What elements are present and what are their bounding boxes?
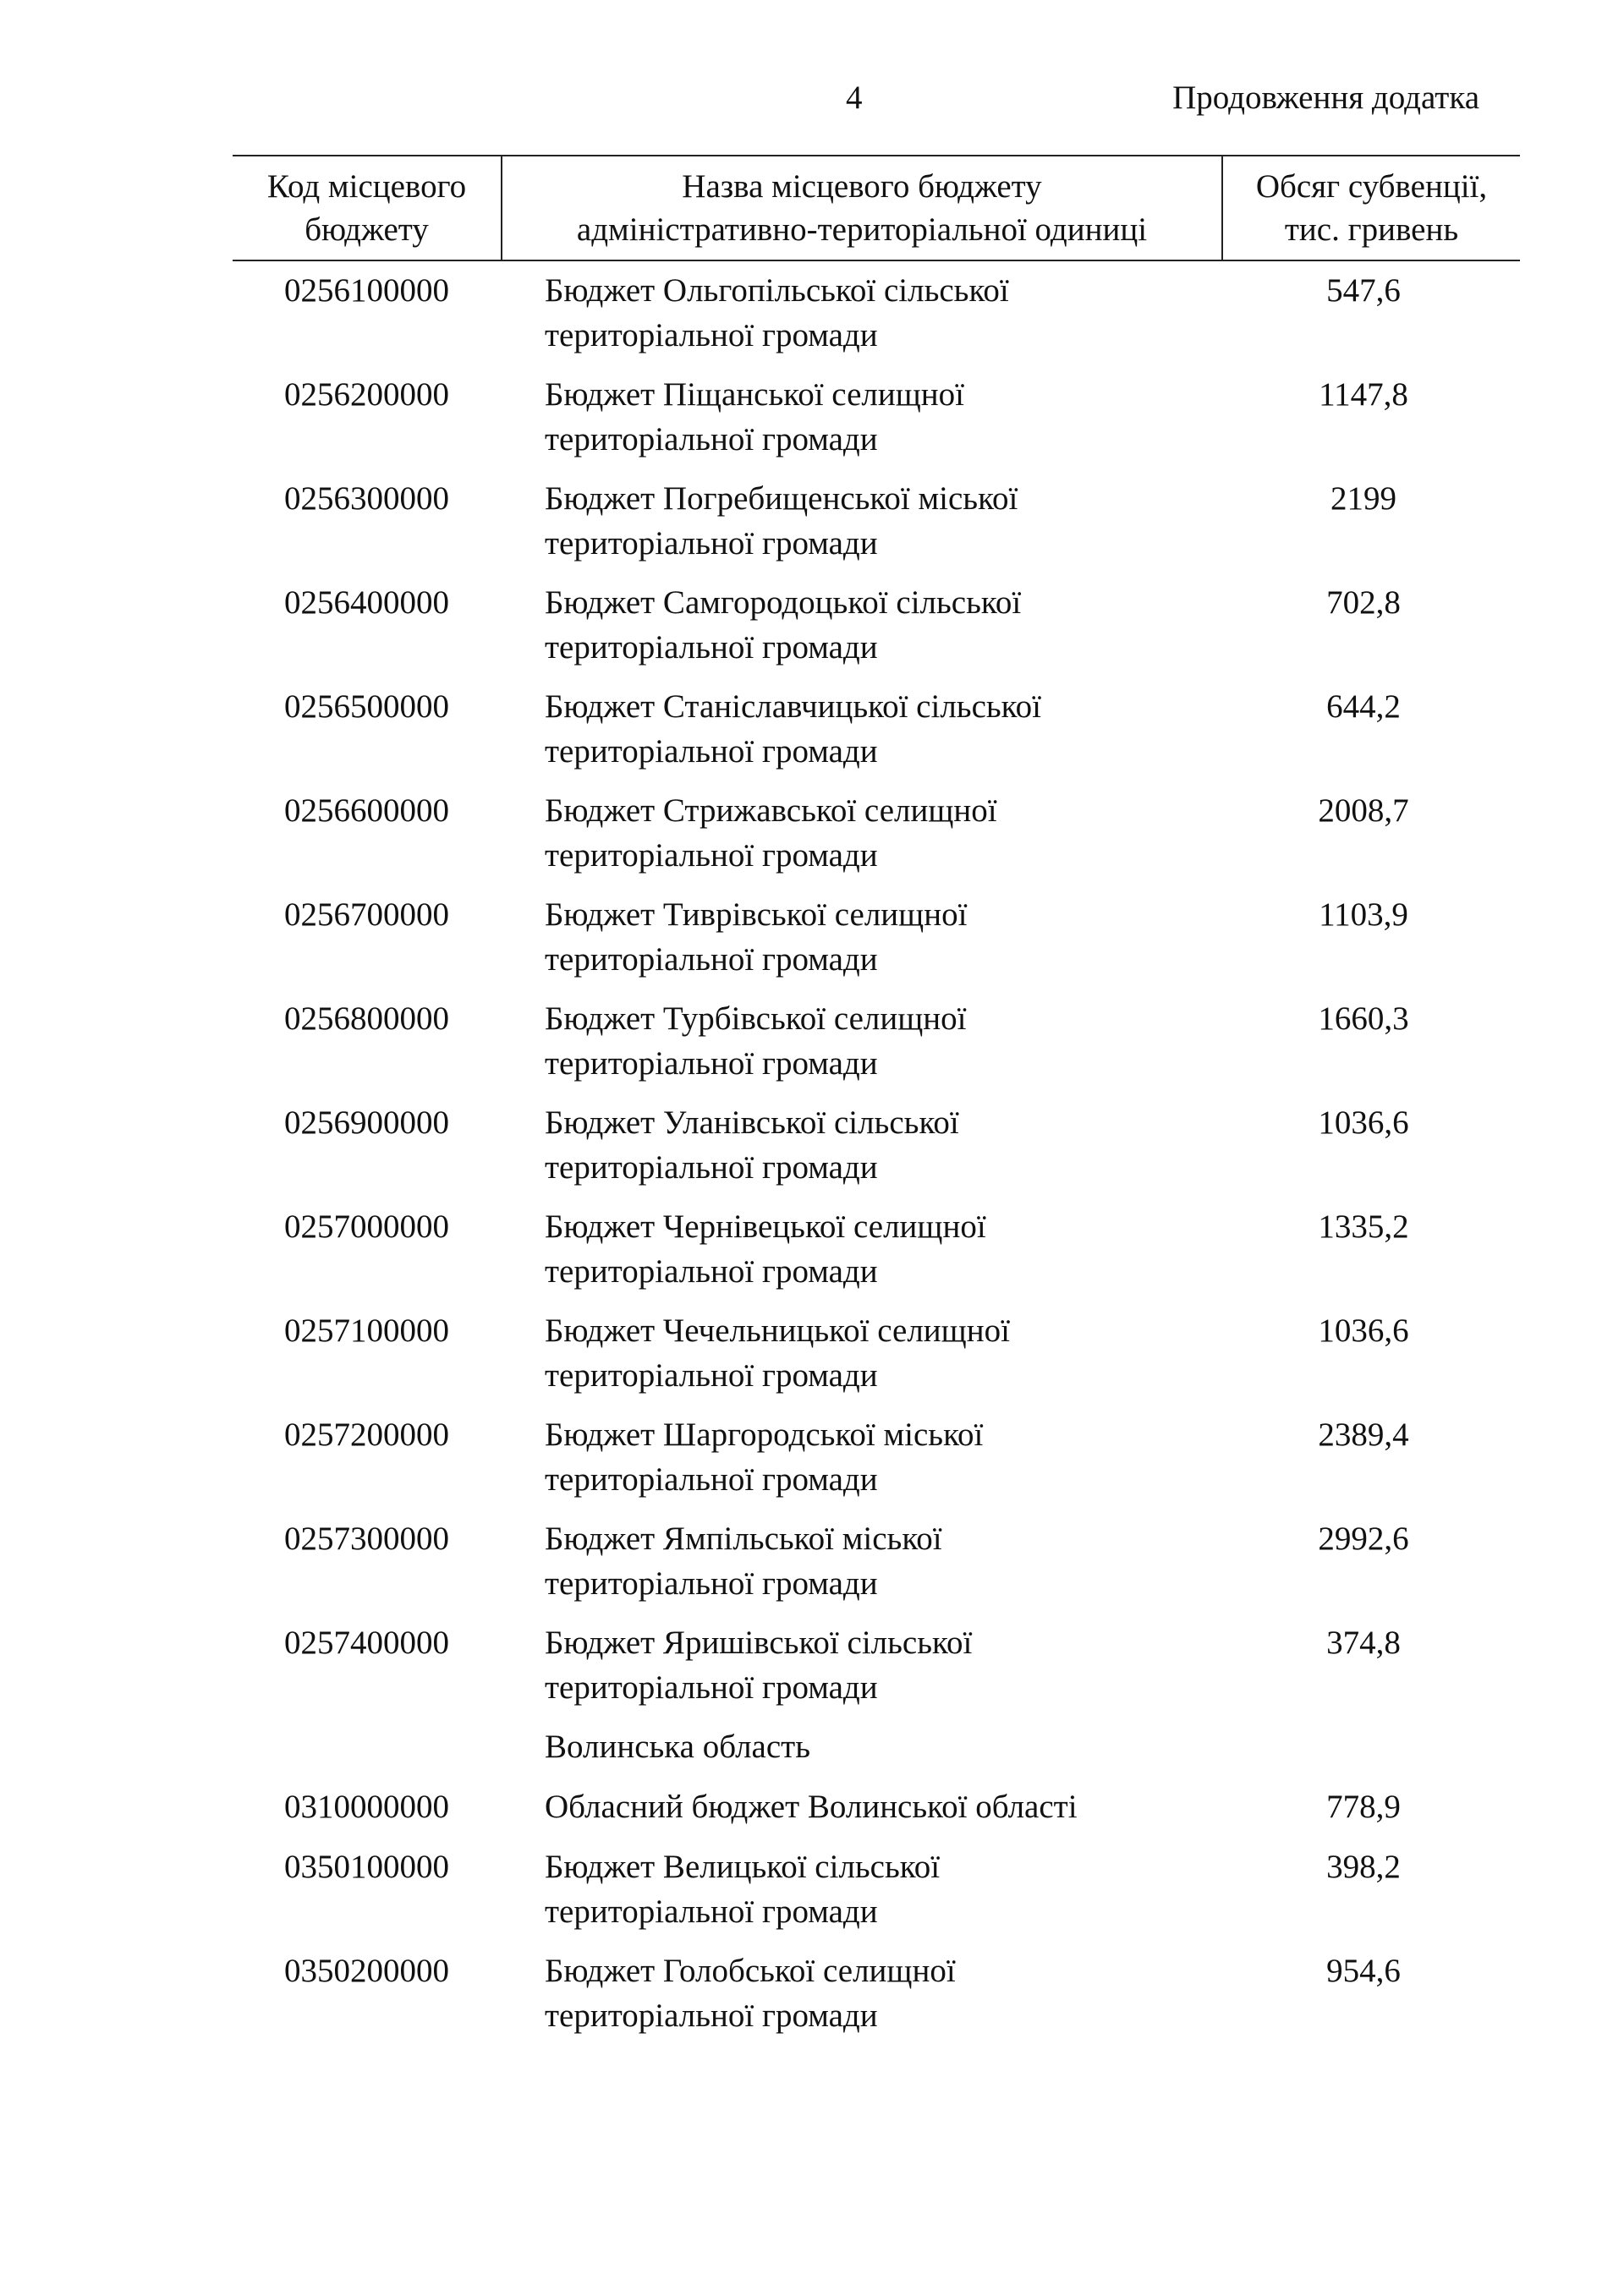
subvention-amount: 1103,9: [1319, 896, 1408, 933]
budget-code: 0257400000: [284, 1625, 449, 1661]
budget-code: 0350200000: [284, 1953, 449, 1989]
budget-code: 0257100000: [284, 1312, 449, 1349]
budget-code: 0256200000: [284, 376, 449, 413]
subvention-amount: 547,6: [1326, 272, 1401, 309]
budget-name: Бюджет Голобської селищної територіальної громади: [545, 1953, 956, 2034]
subvention-amount: 2008,7: [1318, 792, 1409, 829]
table-row: [233, 268, 1520, 372]
budget-name: Бюджет Уланівської сільської територіальної громади: [545, 1104, 959, 1186]
budget-code: 0257000000: [284, 1208, 449, 1245]
budget-code: 0256100000: [284, 272, 449, 309]
budget-code: 0350100000: [284, 1849, 449, 1885]
budget-name: Бюджет Шаргородської міської територіальної громади: [545, 1417, 984, 1498]
subvention-amount: 1660,3: [1318, 1000, 1409, 1037]
budget-name: Волинська область: [545, 1729, 810, 1765]
budget-name: Бюджет Стрижавської селищної територіальної громади: [545, 792, 997, 874]
table-body: [233, 261, 1520, 2052]
table-row: [233, 1308, 1520, 1412]
budget-name: Бюджет Яришівської сільської територіальної громади: [545, 1625, 973, 1706]
budget-name: Бюджет Чечельницької селищної територіальної громади: [545, 1312, 1010, 1394]
page-number: 4: [846, 79, 863, 116]
subvention-amount: [1147, 1724, 1504, 1784]
subvention-amount: 1036,6: [1318, 1104, 1409, 1141]
table-row: [233, 1204, 1520, 1308]
budget-code: 0257300000: [284, 1521, 449, 1557]
table-row: [233, 372, 1520, 476]
table-row: [233, 1412, 1520, 1516]
column-header-code: Код місцевого бюджету: [266, 168, 467, 248]
budget-code: 0256900000: [284, 1104, 449, 1141]
continuation-label: Продовження додатка: [1172, 79, 1479, 116]
subvention-amount: 1036,6: [1318, 1312, 1409, 1349]
budget-name: Бюджет Ямпільської міської територіальної громади: [545, 1521, 942, 1602]
subvention-amount: 1147,8: [1319, 376, 1408, 413]
budget-name: Бюджет Турбівської селищної територіальної громади: [545, 1000, 967, 1082]
subvention-amount: 954,6: [1326, 1953, 1401, 1989]
column-header-amount: Обсяг субвенції, тис. гривень: [1255, 168, 1488, 248]
subvention-table: [233, 155, 1520, 2052]
budget-name: Бюджет Чернівецької селищної територіальної громади: [545, 1208, 986, 1290]
subvention-amount: 2199: [1330, 480, 1396, 517]
table-row: [233, 1620, 1520, 1724]
budget-code: 0256700000: [284, 896, 449, 933]
table-row: [233, 1516, 1520, 1620]
budget-code: 0310000000: [284, 1789, 449, 1825]
subvention-amount: 702,8: [1326, 584, 1401, 621]
table-row: [233, 788, 1520, 892]
budget-code: 0257200000: [284, 1417, 449, 1453]
table-row: [233, 1948, 1520, 2052]
subvention-amount: 398,2: [1326, 1849, 1401, 1885]
budget-code: 0256800000: [284, 1000, 449, 1037]
subvention-amount: 2992,6: [1318, 1521, 1409, 1557]
budget-code: [233, 1724, 501, 1784]
subvention-amount: 2389,4: [1318, 1417, 1409, 1453]
column-header-name: Назва місцевого бюджету адміністративно-територіальної одиниці: [501, 156, 1223, 260]
budget-name: Бюджет Погребищенської міської територіальної громади: [545, 480, 1018, 562]
subvention-amount: 778,9: [1326, 1789, 1401, 1825]
table-row: [233, 476, 1520, 580]
table-row: [233, 684, 1520, 788]
budget-name: Обласний бюджет Волинської області: [545, 1789, 1078, 1825]
table-row: [233, 1784, 1520, 1844]
subvention-amount: 374,8: [1326, 1625, 1401, 1661]
budget-name: Бюджет Ольгопільської сільської територіальної громади: [545, 272, 1009, 353]
subvention-amount: 1335,2: [1318, 1208, 1409, 1245]
budget-name: Бюджет Тиврівської селищної територіальної громади: [545, 896, 968, 978]
budget-code: 0256400000: [284, 584, 449, 621]
budget-name: Бюджет Самгородоцької сільської територіальної громади: [545, 584, 1022, 666]
budget-code: 0256600000: [284, 792, 449, 829]
budget-code: 0256500000: [284, 688, 449, 725]
table-row: [233, 1724, 1520, 1784]
table-row: [233, 1844, 1520, 1948]
table-row: [233, 892, 1520, 996]
budget-name: Бюджет Піщанської селищної територіальної громади: [545, 376, 964, 458]
subvention-amount: 644,2: [1326, 688, 1401, 725]
budget-code: 0256300000: [284, 480, 449, 517]
table-row: [233, 1100, 1520, 1204]
budget-name: Бюджет Станіславчицької сільської територіальної громади: [545, 688, 1041, 770]
table-row: [233, 580, 1520, 684]
table-row: [233, 996, 1520, 1100]
table-header: [233, 155, 1520, 261]
budget-name: Бюджет Велицької сільської територіальної громади: [545, 1849, 941, 1930]
